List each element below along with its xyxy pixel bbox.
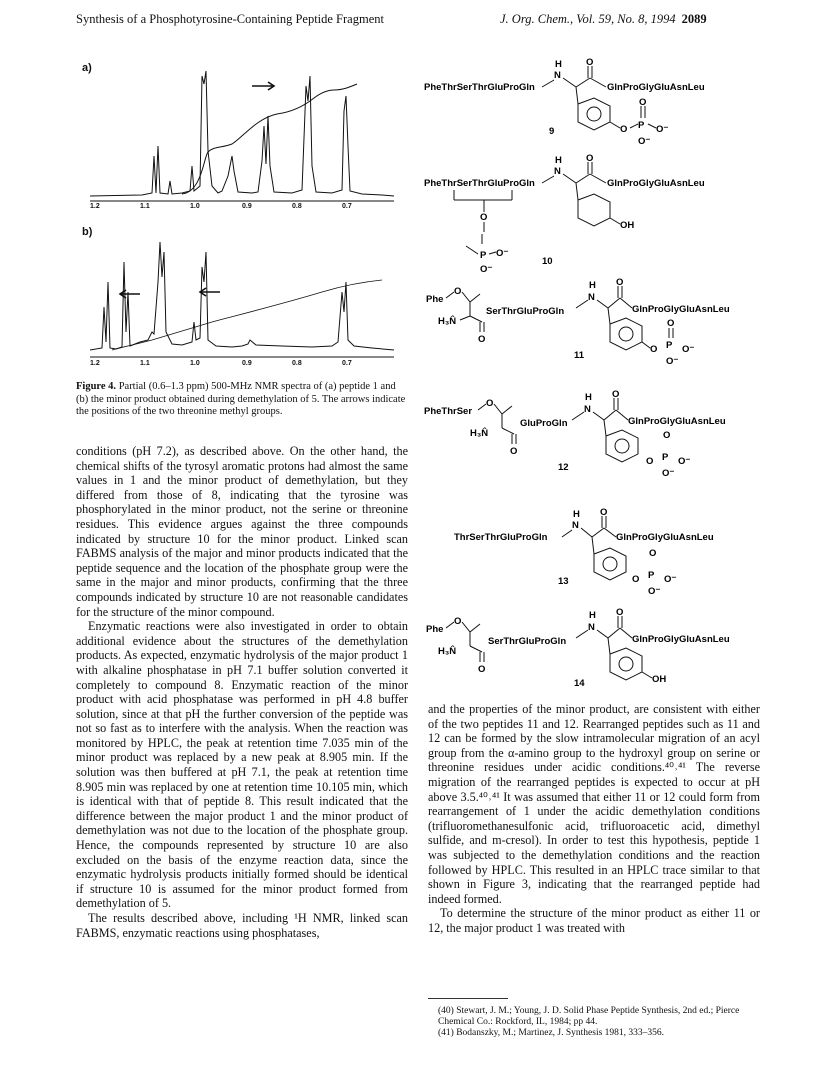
right-column: [428, 702, 760, 936]
atom-o: O: [667, 318, 675, 329]
paragraph: The results described above, including ¹H NMR, linked scan FABMS, enzymatic reactions using phosphatases,: [76, 911, 408, 940]
atom-o: O: [663, 430, 671, 441]
atom-o: O: [586, 153, 594, 164]
tick-label: 1.0: [190, 203, 200, 210]
atom-h: H: [589, 610, 596, 621]
atom-o: O: [478, 334, 486, 345]
running-header-title: Synthesis of a Phosphotyrosine-Containing Peptide Fragment: [76, 12, 384, 26]
structure-11: [426, 277, 730, 367]
tick-label: 0.8: [292, 360, 302, 367]
peptide-left: PheThrSerThrGluProGln: [424, 178, 535, 189]
atom-p: P: [648, 570, 655, 581]
atom-o: O: [454, 286, 462, 297]
footnote-rule: [428, 998, 508, 999]
tick-label: 0.7: [342, 360, 352, 367]
peptide-right: GlnProGlyGluAsnLeu: [616, 532, 714, 543]
tick-label: 1.2: [90, 203, 100, 210]
running-header-journal: [500, 12, 707, 27]
references: [428, 1006, 760, 1039]
atom-n: N: [554, 166, 561, 177]
atom-o: O: [646, 456, 654, 467]
atom-o: O: [620, 124, 628, 135]
atom-p: P: [666, 340, 673, 351]
atom-p: P: [662, 452, 669, 463]
structure-14: [426, 607, 730, 688]
compound-number: 9: [549, 126, 555, 137]
atom-oh: OH: [620, 220, 635, 231]
reference-41: (41) Bodanszky, M.; Martinez, J. Synthesis 1981, 333–356.: [438, 1028, 665, 1038]
tick-label: 0.9: [242, 203, 252, 210]
spectrum-a-label: a): [82, 62, 92, 74]
atom-o: O: [510, 446, 518, 457]
atom-o: O: [480, 212, 488, 223]
atom-o-minus: O⁻: [638, 136, 651, 147]
atom-o: O: [478, 664, 486, 675]
tick-label: 1.1: [140, 360, 150, 367]
atom-o-minus: O⁻: [648, 586, 661, 597]
atom-n: N: [588, 622, 595, 633]
peptide-right: GlnProGlyGluAsnLeu: [632, 304, 730, 315]
peptide-pre: Phe: [426, 294, 444, 305]
arrow-icon: [200, 288, 220, 296]
atom-h: H: [573, 509, 580, 520]
peptide-pre: Phe: [426, 624, 444, 635]
structure-12: [424, 389, 726, 479]
peptide-right: GlnProGlyGluAsnLeu: [632, 634, 730, 645]
structure-9: [424, 58, 705, 147]
figure-caption: [76, 381, 406, 419]
compound-number: 12: [558, 462, 569, 473]
peptide-right: GlnProGlyGluAsnLeu: [607, 82, 705, 93]
peptide-right: GlnProGlyGluAsnLeu: [607, 178, 705, 189]
atom-o-minus: O⁻: [662, 468, 675, 479]
atom-o: O: [600, 507, 608, 518]
tick-label: 1.1: [140, 203, 150, 210]
atom-n: N: [588, 292, 595, 303]
atom-o-minus: O⁻: [480, 264, 493, 275]
compound-number: 14: [574, 678, 585, 688]
atom-n: N: [572, 520, 579, 531]
atom-h: H: [555, 155, 562, 166]
page-number: 2089: [681, 12, 707, 26]
atom-o-minus: O⁻: [666, 356, 679, 367]
atom-o: O: [616, 277, 624, 288]
caption-text: Partial (0.6–1.3 ppm) 500-MHz NMR spectra of (a) peptide 1 and (b) the minor product obtained during demethylation of 5. The arrows indicate the positions of the two threonine methyl groups.: [76, 381, 406, 417]
peptide-mid: SerThrGluProGln: [488, 636, 567, 647]
structure-13: [454, 507, 714, 597]
journal-citation: J. Org. Chem., Vol. 59, No. 8, 1994: [500, 12, 676, 26]
atom-o-minus: O⁻: [496, 248, 509, 259]
spectrum-a-ticks: [82, 203, 402, 215]
atom-o: O: [649, 548, 657, 559]
tick-label: 0.7: [342, 203, 352, 210]
atom-o: O: [612, 389, 620, 400]
paragraph: Enzymatic reactions were also investigated in order to obtain additional evidence about the structures of the demethylation products. As expected, enzymatic hydrolysis of the major product 1 with alkaline phosphatase in pH 7.1 buffer solution converted it completely to compound 8. Enzymatic reaction of the minor product with acid phosphatase was performed in pH 4.8 buffer solution, since at that pH the further conversion of the peptide was not so fast as to interfere with the analysis. When the reaction was monitored by HPLC, the peak at retention time 7.035 min of the minor product was replaced by a new peak at 8.905 min. If the solution was then buffered at pH 7.1, the peak at retention time 8.905 min was replaced by one at retention time 10.105 min, which is identical with that of peptide 8. This result indicated that the difference between the major product 1 and the minor product of demethylation was not due to the location of the phosphate group. Hence, the compounds represented by structure 10 are also excluded on the basis of the enzyme reaction data, since the enzymatic hydrolysis products initially formed should be identical if structure 10 is assumed for the minor product formed from demethylation of 5.: [76, 619, 408, 911]
tick-label: 0.9: [242, 360, 252, 367]
atom-o: O: [650, 344, 658, 355]
atom-o-minus: O⁻: [664, 574, 677, 585]
compound-number: 11: [574, 350, 585, 361]
peptide-pre: PheThrSer: [424, 406, 473, 417]
peptide-mid: SerThrGluProGln: [486, 306, 565, 317]
atom-oh: OH: [652, 674, 667, 685]
atom-h: H: [585, 392, 592, 403]
nmr-spectrum-a: [82, 56, 402, 216]
atom-h: H: [555, 59, 562, 70]
arrow-icon: [252, 82, 274, 90]
atom-h3n: H₃N̂: [438, 316, 457, 327]
atom-h3n: H₃N̂: [438, 646, 457, 657]
atom-o-minus: O⁻: [656, 124, 669, 135]
spectrum-b-ticks: [82, 360, 402, 372]
compound-number: 13: [558, 576, 569, 587]
tick-label: 1.2: [90, 360, 100, 367]
atom-o-minus: O⁻: [682, 344, 695, 355]
structure-10: [424, 153, 705, 275]
paragraph: To determine the structure of the minor product as either 11 or 12, the major product 1 was treated with: [428, 906, 760, 935]
atom-o-minus: O⁻: [678, 456, 691, 467]
atom-o: O: [632, 574, 640, 585]
atom-h3n: H₃N̂: [470, 428, 489, 439]
atom-o: O: [639, 97, 647, 108]
peptide-right: GlnProGlyGluAsnLeu: [628, 416, 726, 427]
atom-n: N: [554, 70, 561, 81]
peptide-left: PheThrSerThrGluProGln: [424, 82, 535, 93]
atom-h: H: [589, 280, 596, 291]
structure-panel: [424, 58, 764, 688]
peptide-mid: GluProGln: [520, 418, 568, 429]
caption-lead: Figure 4.: [76, 381, 117, 392]
tick-label: 1.0: [190, 360, 200, 367]
peptide-left: ThrSerThrGluProGln: [454, 532, 548, 543]
left-column: [76, 444, 408, 940]
spectrum-b-label: b): [82, 226, 93, 238]
atom-o: O: [616, 607, 624, 618]
arrow-icon: [120, 290, 140, 298]
paragraph: and the properties of the minor product, are consistent with either of the two peptides 11 and 12. Rearranged peptides such as 11 and 12 can be formed by the slow intramolecular migration of an acyl group from the α-amino group to the hydroxyl group on serine or threonine residues under acidic conditions.⁴⁰˒⁴¹ The reverse migration of the rearranged peptides is expected to occur at pH above 3.5.⁴⁰˒⁴¹ It was assumed that either 11 or 12 could form from rearrangement of 1 under the acidic demethylation conditions (trifluoromethanesulfonic acid, trifluoroacetic acid, dimethyl sulfide, and m-cresol). In order to test this hypothesis, peptide 1 was subjected to the demethylation conditions and the reaction followed by HPLC. This resulted in an HPLC trace similar to that shown in Figure 3, indicating that the rearranged peptide had indeed formed.: [428, 702, 760, 906]
reference-40: (40) Stewart, J. M.; Young, J. D. Solid Phase Peptide Synthesis, 2nd ed.; Pierce Chemical Co.: Rockford, IL, 1984; pp 44.: [438, 1006, 740, 1027]
compound-number: 10: [542, 256, 553, 267]
atom-o: O: [454, 616, 462, 627]
atom-p: P: [480, 250, 487, 261]
paragraph: conditions (pH 7.2), as described above. On the other hand, the chemical shifts of the tyrosyl aromatic protons had almost the same values in 1 and the minor product of demethylation, but they differed from those of 8, indicating that the tyrosine was phosphorylated in the minor product, not the serine or threonine residues. This evidence argues against the three compounds indicated by structure 10 for the minor product. Linked scan FABMS analysis of the major and minor products indicated that the peptide sequence and the location of the phosphate group were the same in the major and minor products, confirming that the three compounds indicated by structure 10 are not reasonable candidates for the structure of the minor compound.: [76, 444, 408, 619]
atom-p: P: [638, 120, 645, 131]
atom-n: N: [584, 404, 591, 415]
nmr-spectrum-b: [82, 222, 402, 362]
tick-label: 0.8: [292, 203, 302, 210]
atom-o: O: [486, 398, 494, 409]
atom-o: O: [586, 58, 594, 68]
